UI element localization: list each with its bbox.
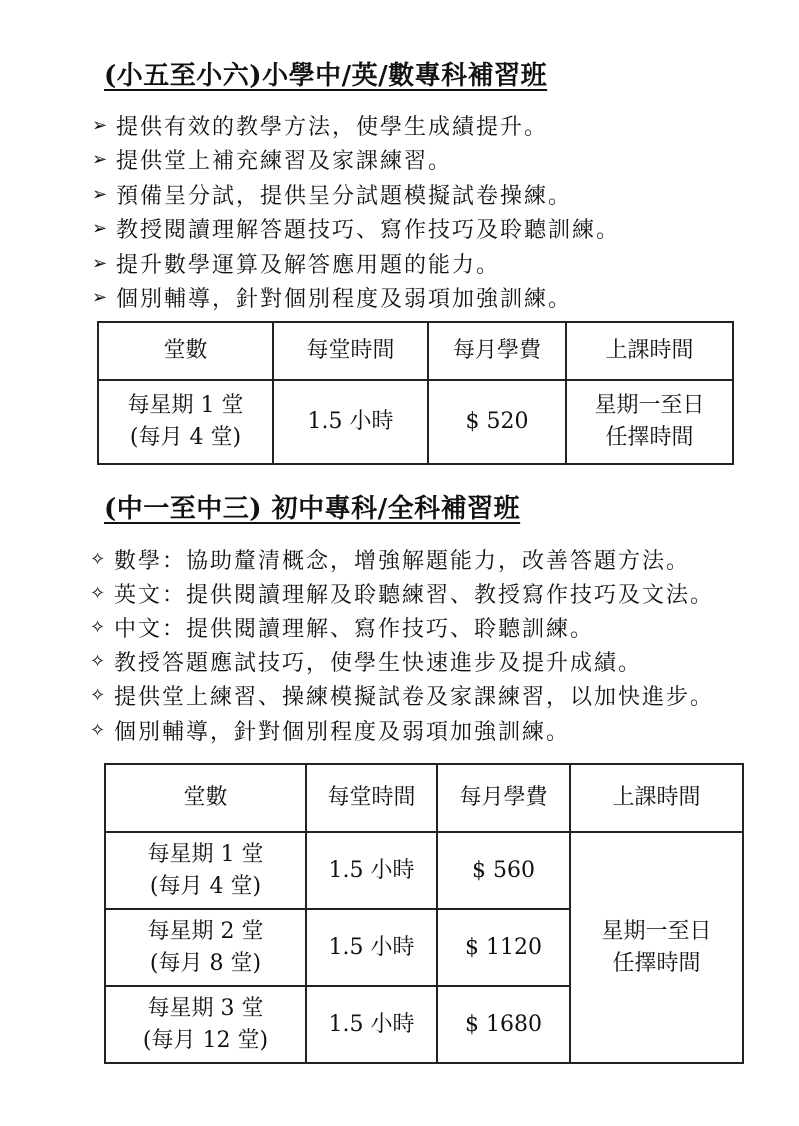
fee-table-primary [97, 321, 734, 465]
sparkle-bullet-icon: ✧ [90, 719, 106, 741]
arrow-bullet-icon: ➢ [92, 183, 108, 205]
list-item: ✧ 教授答題應試技巧，使學生快速進步及提升成績。 [90, 651, 643, 677]
duration-cell: 1.5 小時 [306, 832, 437, 909]
sparkle-bullet-icon: ✧ [90, 548, 106, 570]
lessons-cell: 每星期 3 堂 (每月 12 堂) [105, 986, 306, 1063]
table-row [98, 380, 733, 464]
bullet-list-primary [92, 108, 620, 315]
list-item: ➢ 提供堂上補充練習及家課練習。 [92, 149, 453, 175]
header-duration: 每堂時間 [273, 322, 428, 380]
arrow-bullet-icon: ➢ [92, 287, 108, 309]
header-fee: 每月學費 [437, 764, 570, 832]
arrow-bullet-icon: ➢ [92, 218, 108, 240]
duration-cell: 1.5 小時 [306, 909, 437, 986]
sparkle-bullet-icon: ✧ [90, 651, 106, 673]
sparkle-bullet-icon: ✧ [90, 685, 106, 707]
duration-cell: 1.5 小時 [273, 380, 428, 464]
list-item: ➢ 提供有效的教學方法，使學生成績提升。 [92, 114, 549, 140]
fee-cell: $ 520 [428, 380, 566, 464]
bullet-list-junior-secondary [90, 542, 714, 747]
list-item: ✧ 中文：提供閱讀理解、寫作技巧、聆聽訓練。 [90, 616, 595, 642]
lessons-cell: 每星期 1 堂 (每月 4 堂) [105, 832, 306, 909]
lessons-cell: 每星期 1 堂 (每月 4 堂) [98, 380, 273, 464]
sparkle-bullet-icon: ✧ [90, 616, 106, 638]
list-item: ✧ 個別輔導，針對個別程度及弱項加強訓練。 [90, 719, 571, 745]
arrow-bullet-icon: ➢ [92, 149, 108, 171]
section-title-primary: (小五至小六)小學中/英/數專科補習班 [104, 61, 548, 91]
arrow-bullet-icon: ➢ [92, 114, 108, 136]
schedule-cell: 星期一至日 任擇時間 [566, 380, 733, 464]
sparkle-bullet-icon: ✧ [90, 582, 106, 604]
header-schedule: 上課時間 [566, 322, 733, 380]
fee-table-junior-secondary [104, 763, 744, 1064]
section-title-junior-secondary: (中一至中三) 初中專科/全科補習班 [104, 494, 521, 524]
list-item: ➢ 提升數學運算及解答應用題的能力。 [92, 252, 501, 278]
fee-cell: $ 1680 [437, 986, 570, 1063]
table-header-row [98, 322, 733, 380]
list-item: ➢ 個別輔導，針對個別程度及弱項加強訓練。 [92, 287, 573, 313]
list-item: ✧ 提供堂上練習、操練模擬試卷及家課練習，以加快進步。 [90, 685, 715, 711]
lessons-cell: 每星期 2 堂 (每月 8 堂) [105, 909, 306, 986]
fee-cell: $ 1120 [437, 909, 570, 986]
list-item: ➢ 教授閱讀理解答題技巧、寫作技巧及聆聽訓練。 [92, 218, 621, 244]
schedule-cell: 星期一至日 任擇時間 [570, 832, 743, 1063]
fee-cell: $ 560 [437, 832, 570, 909]
list-item: ➢ 預備呈分試，提供呈分試題模擬試卷操練。 [92, 183, 573, 209]
header-schedule: 上課時間 [570, 764, 743, 832]
duration-cell: 1.5 小時 [306, 986, 437, 1063]
arrow-bullet-icon: ➢ [92, 252, 108, 274]
list-item: ✧ 數學：協助釐清概念，增強解題能力，改善答題方法。 [90, 548, 691, 574]
list-item: ✧ 英文：提供閱讀理解及聆聽練習、教授寫作技巧及文法。 [90, 582, 715, 608]
header-duration: 每堂時間 [306, 764, 437, 832]
header-fee: 每月學費 [428, 322, 566, 380]
table-row [105, 832, 743, 909]
table-header-row [105, 764, 743, 832]
header-lessons: 堂數 [98, 322, 273, 380]
header-lessons: 堂數 [105, 764, 306, 832]
